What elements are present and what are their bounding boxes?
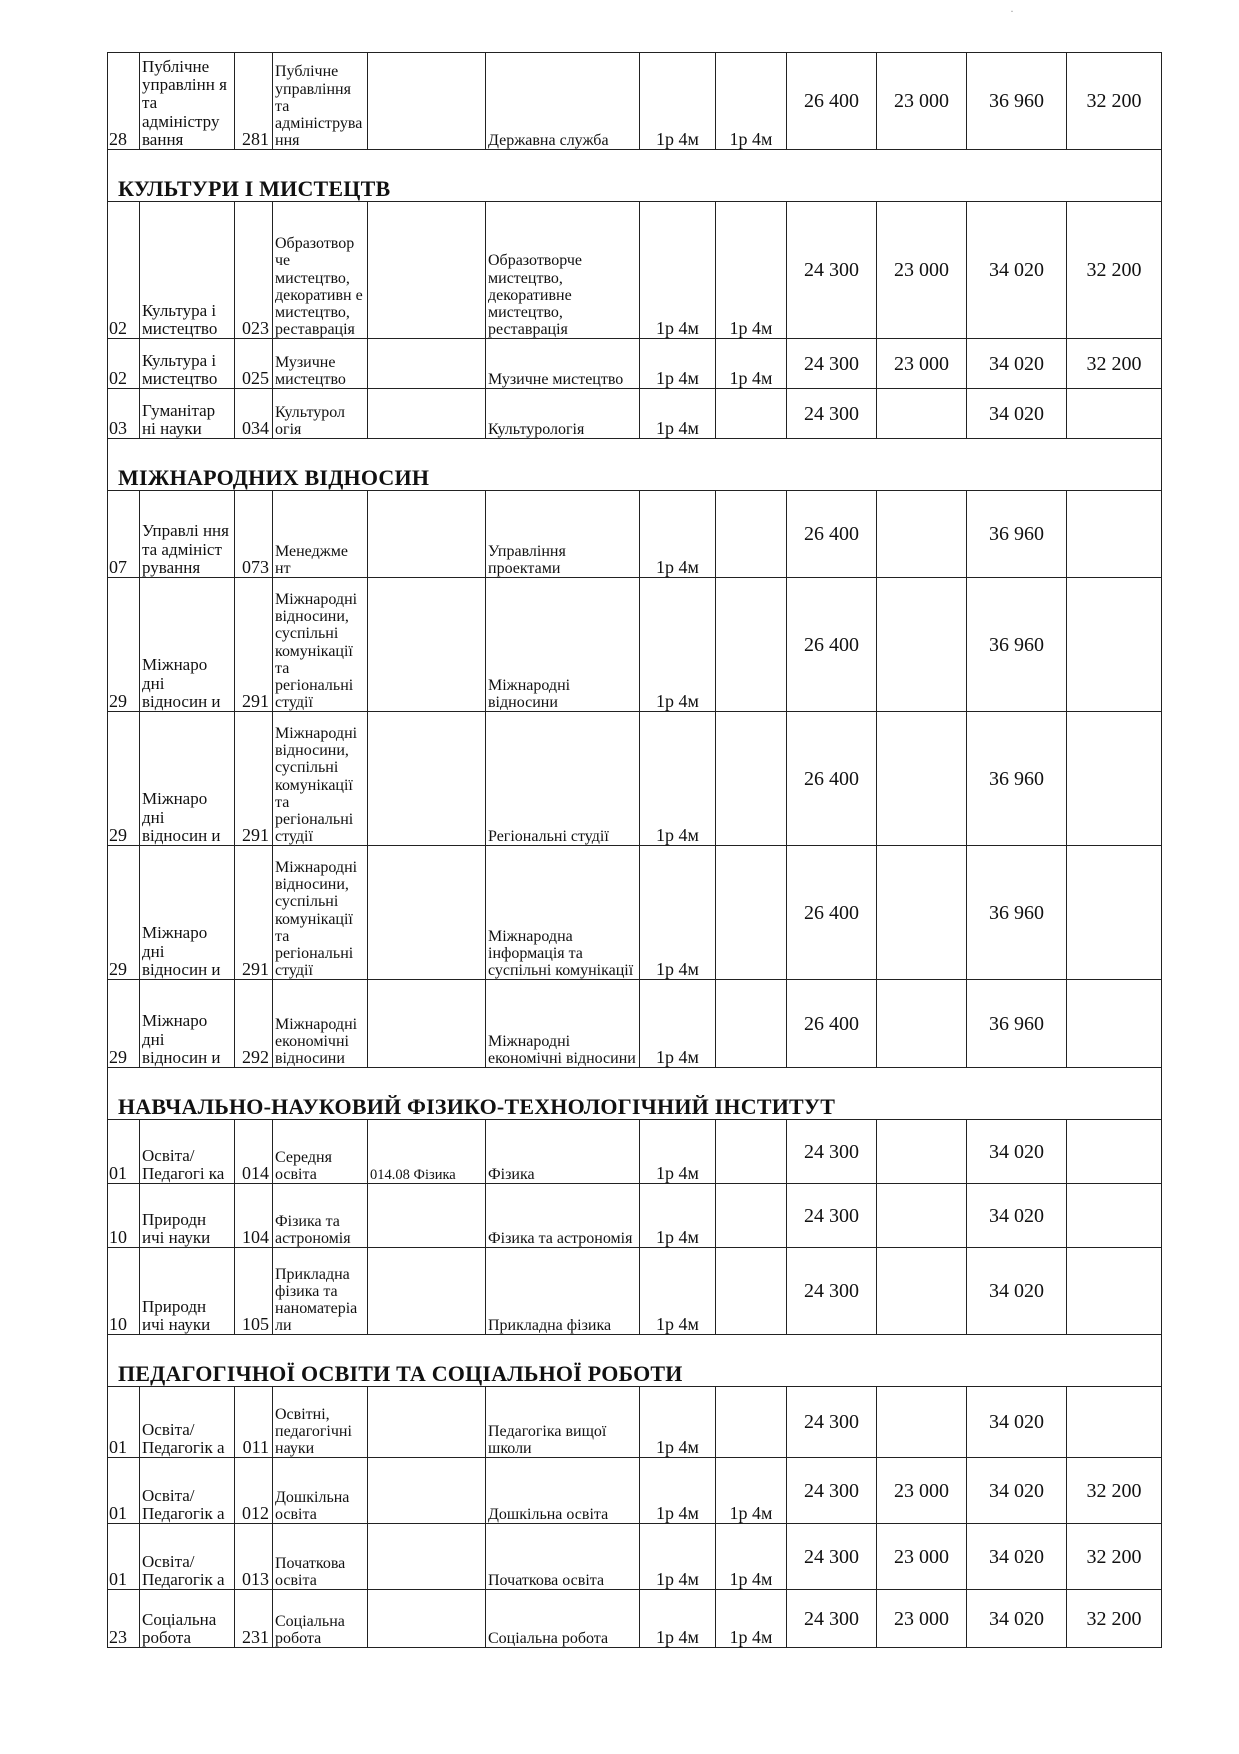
fee-part-time-foreign-cell: 32 200 [1067,1590,1162,1648]
fee-part-time-domestic-cell [877,980,967,1068]
subspecialty-cell [368,1524,486,1590]
term-full-time-cell: 1р 4м [640,980,716,1068]
fee-full-time-domestic-cell: 26 400 [787,980,877,1068]
fee-part-time-domestic-cell [877,1248,967,1335]
table-row [108,1524,1162,1590]
fee-full-time-domestic-cell: 24 300 [787,1120,877,1184]
specialty-code-cell: 291 [235,846,273,980]
specialty-name-cell: Музичне мистецтво [273,339,368,389]
fee-part-time-domestic-cell [877,389,967,439]
fee-full-time-domestic-cell: 24 300 [787,202,877,339]
term-full-time-cell: 1р 4м [640,1120,716,1184]
specialty-name-cell: Дошкільна освіта [273,1458,368,1524]
term-full-time-cell: 1р 4м [640,1458,716,1524]
fee-full-time-foreign-cell: 36 960 [967,712,1067,846]
fee-full-time-foreign-cell: 34 020 [967,389,1067,439]
term-full-time-cell: 1р 4м [640,53,716,150]
table-row [108,980,1162,1068]
fee-full-time-domestic-cell: 26 400 [787,53,877,150]
fee-part-time-domestic-cell [877,1387,967,1458]
term-part-time-cell: 1р 4м [716,1524,787,1590]
fee-part-time-foreign-cell [1067,578,1162,712]
field-code-cell: 07 [108,491,140,578]
fee-full-time-foreign-cell: 34 020 [967,339,1067,389]
fee-part-time-domestic-cell: 23 000 [877,1458,967,1524]
fee-full-time-foreign-cell: 34 020 [967,1458,1067,1524]
fee-part-time-domestic-cell: 23 000 [877,339,967,389]
fee-full-time-foreign-cell: 34 020 [967,1524,1067,1590]
specialty-name-cell: Образотвор че мистецтво, декоративн е мистецтво, реставрація [273,202,368,339]
specialty-code-cell: 012 [235,1458,273,1524]
fee-full-time-domestic-cell: 24 300 [787,1248,877,1335]
field-name-cell: Міжнаро дні відносин и [140,712,235,846]
program-name-cell: Музичне мистецтво [486,339,640,389]
fee-part-time-domestic-cell: 23 000 [877,1590,967,1648]
specialty-name-cell: Менеджме нт [273,491,368,578]
term-part-time-cell: 1р 4м [716,1458,787,1524]
field-name-cell: Міжнаро дні відносин и [140,578,235,712]
specialty-code-cell: 011 [235,1387,273,1458]
tuition-fee-table [107,52,1162,1648]
term-full-time-cell: 1р 4м [640,202,716,339]
subspecialty-cell [368,389,486,439]
term-part-time-cell: 1р 4м [716,1590,787,1648]
term-full-time-cell: 1р 4м [640,578,716,712]
program-name-cell: Педагогіка вищої школи [486,1387,640,1458]
fee-part-time-foreign-cell: 32 200 [1067,1524,1162,1590]
fee-full-time-domestic-cell: 24 300 [787,1458,877,1524]
program-name-cell: Управління проектами [486,491,640,578]
program-name-cell: Дошкільна освіта [486,1458,640,1524]
term-full-time-cell: 1р 4м [640,389,716,439]
fee-part-time-foreign-cell: 32 200 [1067,202,1162,339]
table-row [108,712,1162,846]
subspecialty-cell [368,1458,486,1524]
table-row [108,1184,1162,1248]
fee-part-time-domestic-cell [877,491,967,578]
fee-full-time-domestic-cell: 24 300 [787,1524,877,1590]
term-part-time-cell [716,1184,787,1248]
specialty-code-cell: 281 [235,53,273,150]
field-name-cell: Освіта/ Педагогік а [140,1387,235,1458]
fee-full-time-foreign-cell: 36 960 [967,980,1067,1068]
specialty-code-cell: 013 [235,1524,273,1590]
field-code-cell: 01 [108,1387,140,1458]
subspecialty-cell [368,1590,486,1648]
scan-speck: · [1010,4,1014,18]
subspecialty-cell [368,1248,486,1335]
fee-part-time-foreign-cell [1067,389,1162,439]
specialty-code-cell: 023 [235,202,273,339]
field-name-cell: Міжнаро дні відносин и [140,980,235,1068]
subspecialty-cell [368,980,486,1068]
term-full-time-cell: 1р 4м [640,1590,716,1648]
fee-full-time-domestic-cell: 24 300 [787,1590,877,1648]
field-name-cell: Освіта/ Педагогік а [140,1524,235,1590]
field-code-cell: 10 [108,1184,140,1248]
program-name-cell: Міжнародна інформація та суспільні комунікації [486,846,640,980]
term-part-time-cell: 1р 4м [716,202,787,339]
field-name-cell: Публічне управлінн я та адміністру вання [140,53,235,150]
program-name-cell: Міжнародні відносини [486,578,640,712]
table-row [108,491,1162,578]
specialty-name-cell: Міжнародні відносини, суспільні комунікації та регіональні студії [273,578,368,712]
program-name-cell: Регіональні студії [486,712,640,846]
specialty-name-cell: Культурол огія [273,389,368,439]
fee-full-time-foreign-cell: 34 020 [967,1120,1067,1184]
subspecialty-cell [368,712,486,846]
fee-part-time-foreign-cell [1067,846,1162,980]
field-code-cell: 03 [108,389,140,439]
subspecialty-cell: 014.08 Фізика [368,1120,486,1184]
term-part-time-cell: 1р 4м [716,339,787,389]
fee-full-time-domestic-cell: 26 400 [787,846,877,980]
subspecialty-cell [368,1184,486,1248]
section-header-row [108,1068,1162,1120]
subspecialty-cell [368,578,486,712]
program-name-cell: Образотворче мистецтво, декоративне мистецтво, реставрація [486,202,640,339]
term-part-time-cell [716,712,787,846]
section-title: МІЖНАРОДНИХ ВІДНОСИН [108,439,1162,491]
specialty-code-cell: 025 [235,339,273,389]
specialty-code-cell: 034 [235,389,273,439]
program-name-cell: Культурологія [486,389,640,439]
table-row [108,202,1162,339]
field-code-cell: 29 [108,846,140,980]
fee-part-time-foreign-cell [1067,1120,1162,1184]
fee-part-time-foreign-cell [1067,1184,1162,1248]
term-part-time-cell [716,389,787,439]
term-full-time-cell: 1р 4м [640,1248,716,1335]
table-row [108,1248,1162,1335]
term-part-time-cell [716,578,787,712]
specialty-code-cell: 105 [235,1248,273,1335]
fee-full-time-foreign-cell: 34 020 [967,202,1067,339]
field-name-cell: Управлі ння та адмініст рування [140,491,235,578]
fee-full-time-foreign-cell: 36 960 [967,491,1067,578]
program-name-cell: Фізика [486,1120,640,1184]
field-name-cell: Міжнаро дні відносин и [140,846,235,980]
fee-part-time-domestic-cell [877,578,967,712]
fee-full-time-domestic-cell: 26 400 [787,491,877,578]
program-name-cell: Фізика та астрономія [486,1184,640,1248]
field-name-cell: Культура і мистецтво [140,339,235,389]
field-code-cell: 01 [108,1458,140,1524]
specialty-name-cell: Міжнародні економічні відносини [273,980,368,1068]
section-title: ПЕДАГОГІЧНОЇ ОСВІТИ ТА СОЦІАЛЬНОЇ РОБОТИ [108,1335,1162,1387]
fee-part-time-foreign-cell [1067,491,1162,578]
fee-full-time-domestic-cell: 24 300 [787,339,877,389]
term-full-time-cell: 1р 4м [640,846,716,980]
specialty-name-cell: Середня освіта [273,1120,368,1184]
term-part-time-cell: 1р 4м [716,53,787,150]
specialty-code-cell: 104 [235,1184,273,1248]
term-part-time-cell [716,1120,787,1184]
fee-full-time-domestic-cell: 26 400 [787,578,877,712]
term-full-time-cell: 1р 4м [640,1387,716,1458]
specialty-code-cell: 073 [235,491,273,578]
specialty-name-cell: Початкова освіта [273,1524,368,1590]
table-row [108,53,1162,150]
specialty-name-cell: Освітні, педагогічні науки [273,1387,368,1458]
term-part-time-cell [716,1248,787,1335]
subspecialty-cell [368,1387,486,1458]
specialty-name-cell: Міжнародні відносини, суспільні комунікації та регіональні студії [273,712,368,846]
specialty-name-cell: Соціальна робота [273,1590,368,1648]
subspecialty-cell [368,202,486,339]
table-row [108,1387,1162,1458]
fee-full-time-domestic-cell: 24 300 [787,1184,877,1248]
section-header-row [108,150,1162,202]
specialty-name-cell: Публічне управління та адмініструва ння [273,53,368,150]
program-name-cell: Початкова освіта [486,1524,640,1590]
section-header-row [108,439,1162,491]
table-row [108,1590,1162,1648]
field-code-cell: 29 [108,980,140,1068]
specialty-code-cell: 291 [235,712,273,846]
fee-full-time-foreign-cell: 36 960 [967,53,1067,150]
field-code-cell: 23 [108,1590,140,1648]
fee-full-time-domestic-cell: 24 300 [787,389,877,439]
specialty-code-cell: 014 [235,1120,273,1184]
specialty-name-cell: Прикладна фізика та наноматеріа ли [273,1248,368,1335]
specialty-name-cell: Фізика та астрономія [273,1184,368,1248]
field-code-cell: 28 [108,53,140,150]
table-row [108,1120,1162,1184]
program-name-cell: Соціальна робота [486,1590,640,1648]
term-full-time-cell: 1р 4м [640,491,716,578]
field-code-cell: 29 [108,712,140,846]
tuition-fee-table-page [107,52,1161,1648]
specialty-code-cell: 292 [235,980,273,1068]
field-name-cell: Культура і мистецтво [140,202,235,339]
subspecialty-cell [368,846,486,980]
fee-part-time-foreign-cell: 32 200 [1067,53,1162,150]
field-code-cell: 02 [108,339,140,389]
field-code-cell: 10 [108,1248,140,1335]
specialty-code-cell: 291 [235,578,273,712]
fee-part-time-foreign-cell [1067,712,1162,846]
program-name-cell: Міжнародні економічні відносини [486,980,640,1068]
fee-full-time-domestic-cell: 26 400 [787,712,877,846]
field-name-cell: Природн ичі науки [140,1184,235,1248]
field-code-cell: 01 [108,1120,140,1184]
table-row [108,846,1162,980]
fee-full-time-foreign-cell: 34 020 [967,1387,1067,1458]
table-row [108,389,1162,439]
field-code-cell: 01 [108,1524,140,1590]
fee-part-time-foreign-cell [1067,1387,1162,1458]
fee-part-time-domestic-cell: 23 000 [877,53,967,150]
fee-part-time-foreign-cell [1067,980,1162,1068]
fee-full-time-domestic-cell: 24 300 [787,1387,877,1458]
subspecialty-cell [368,53,486,150]
section-title: НАВЧАЛЬНО-НАУКОВИЙ ФІЗИКО-ТЕХНОЛОГІЧНИЙ ІНСТИТУТ [108,1068,1162,1120]
fee-part-time-domestic-cell [877,1120,967,1184]
term-full-time-cell: 1р 4м [640,712,716,846]
table-row [108,578,1162,712]
table-row [108,1458,1162,1524]
fee-part-time-domestic-cell [877,712,967,846]
field-name-cell: Освіта/ Педагогі ка [140,1120,235,1184]
fee-full-time-foreign-cell: 36 960 [967,578,1067,712]
fee-full-time-foreign-cell: 36 960 [967,846,1067,980]
section-header-row [108,1335,1162,1387]
term-part-time-cell [716,1387,787,1458]
program-name-cell: Прикладна фізика [486,1248,640,1335]
section-title: КУЛЬТУРИ І МИСТЕЦТВ [108,150,1162,202]
fee-part-time-domestic-cell: 23 000 [877,1524,967,1590]
subspecialty-cell [368,491,486,578]
field-name-cell: Освіта/ Педагогік а [140,1458,235,1524]
term-part-time-cell [716,491,787,578]
program-name-cell: Державна служба [486,53,640,150]
fee-part-time-foreign-cell: 32 200 [1067,1458,1162,1524]
fee-part-time-domestic-cell: 23 000 [877,202,967,339]
fee-full-time-foreign-cell: 34 020 [967,1248,1067,1335]
fee-part-time-domestic-cell [877,846,967,980]
specialty-name-cell: Міжнародні відносини, суспільні комунікації та регіональні студії [273,846,368,980]
fee-part-time-domestic-cell [877,1184,967,1248]
field-code-cell: 02 [108,202,140,339]
table-row [108,339,1162,389]
term-full-time-cell: 1р 4м [640,339,716,389]
field-code-cell: 29 [108,578,140,712]
fee-full-time-foreign-cell: 34 020 [967,1590,1067,1648]
term-part-time-cell [716,980,787,1068]
term-part-time-cell [716,846,787,980]
field-name-cell: Гуманітар ні науки [140,389,235,439]
subspecialty-cell [368,339,486,389]
field-name-cell: Соціальна робота [140,1590,235,1648]
fee-part-time-foreign-cell: 32 200 [1067,339,1162,389]
field-name-cell: Природн ичі науки [140,1248,235,1335]
fee-part-time-foreign-cell [1067,1248,1162,1335]
specialty-code-cell: 231 [235,1590,273,1648]
term-full-time-cell: 1р 4м [640,1524,716,1590]
fee-full-time-foreign-cell: 34 020 [967,1184,1067,1248]
term-full-time-cell: 1р 4м [640,1184,716,1248]
